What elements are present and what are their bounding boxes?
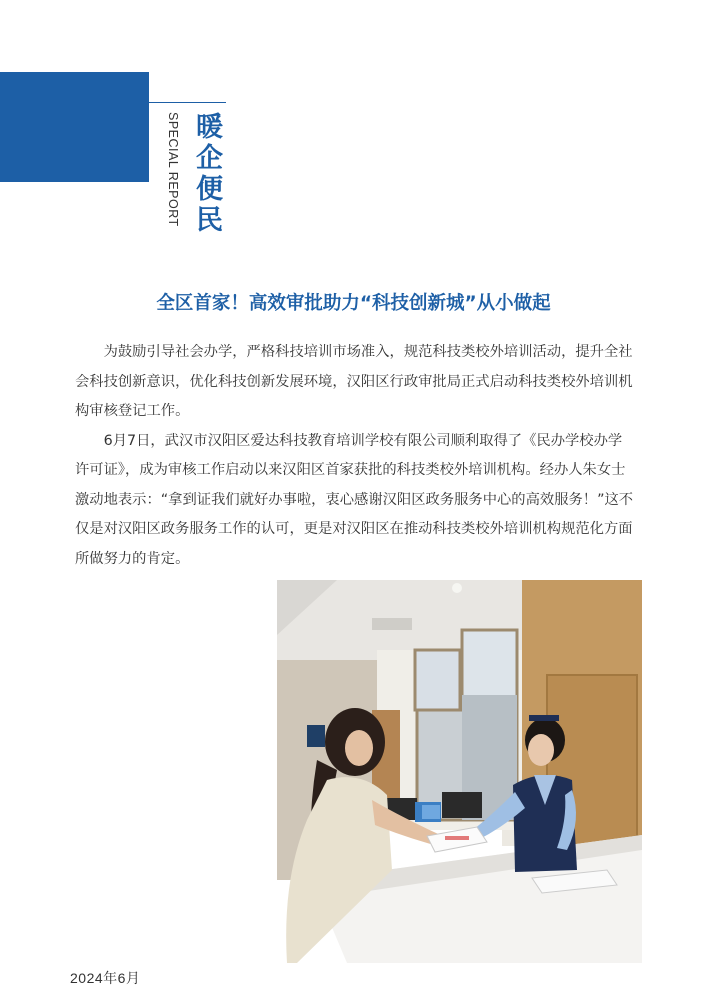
header-rule: [149, 102, 226, 103]
paragraph: 6月7日，武汉市汉阳区爱达科技教育培训学校有限公司顺利取得了《民办学校办学许可证》，成为审核工作启动以来汉阳区首家获批的科技类校外培训机构。经办人朱女士激动地表示：“拿到证我们就好办事啦，衷心感谢汉阳区政务服务中心的高效服务！”这不仅是对汉阳区政务服务工作的认可，更是对汉阳区在推动科技类校外培训机构规范化方面所做努力的肯定。: [75, 432, 634, 567]
section-label-en: SPECIAL REPORT: [166, 112, 180, 227]
article-photo: [277, 580, 642, 963]
header-color-block: [0, 72, 149, 182]
article-body: [75, 338, 635, 574]
section-title: 暖企便民: [191, 112, 222, 236]
issue-date: 2024年6月: [70, 970, 141, 986]
paragraph: 为鼓励引导社会办学，严格科技培训市场准入，规范科技类校外培训活动，提升全社会科技创新意识，优化科技创新发展环境，汉阳区行政审批局正式启动科技类校外培训机构审核登记工作。: [75, 344, 633, 419]
article-headline: 全区首家！高效审批助力“科技创新城”从小做起: [156, 293, 551, 314]
